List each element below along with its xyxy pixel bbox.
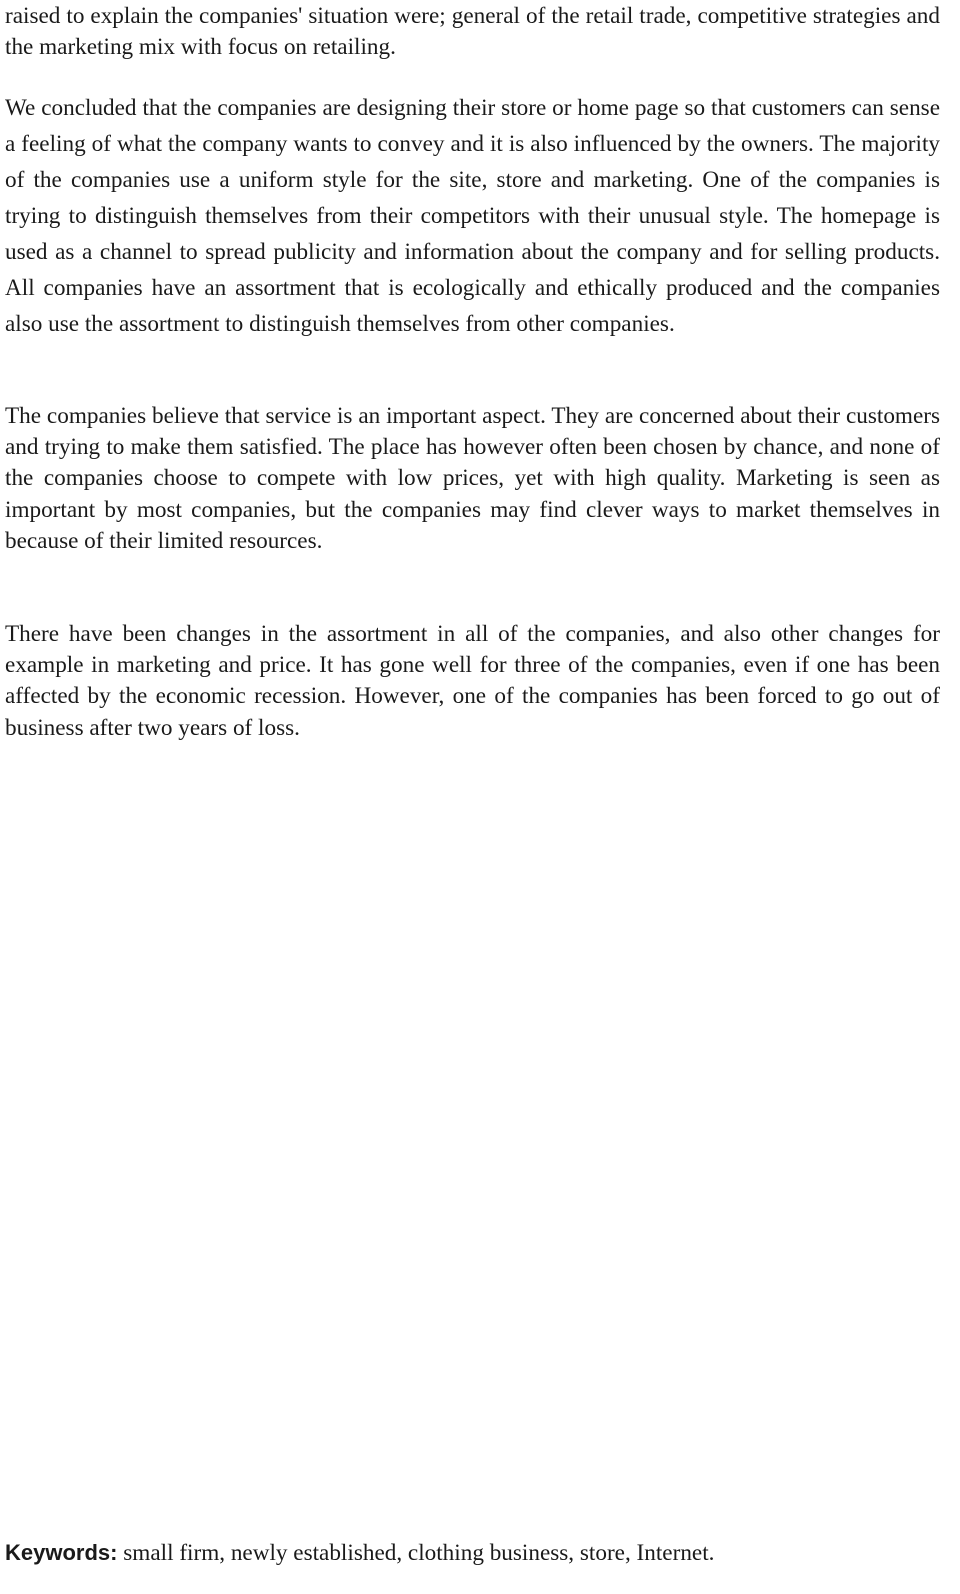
keywords-text: small firm, newly established, clothing business, store, Internet.	[117, 1540, 715, 1566]
keywords-line	[5, 1537, 714, 1569]
paragraph-changes: There have been changes in the assortment in all of the companies, and also other changes for example in marketing and price. It has gone well for three of the companies, even if one has been affected by the economic recession. However, one of the companies has been forced to go out of business after two years of loss.	[5, 621, 940, 741]
paragraph-conclusion: We concluded that the companies are designing their store or home page so that customers can sense a feeling of what the company wants to convey and it is also influenced by the owners. The majority of the companies use a uniform style for the site, store and marketing. One of the companies is trying to distinguish themselves from their competitors with their unusual style. The homepage is used as a channel to spread publicity and information about the company and for selling products. All companies have an assortment that is ecologically and ethically produced and the companies also use the assortment to distinguish themselves from other companies.	[5, 95, 940, 337]
paragraph-intro-continuation: raised to explain the companies' situation were; general of the retail trade, competitive strategies and the marketing mix with focus on retailing.	[5, 3, 940, 60]
paragraph-service: The companies believe that service is an important aspect. They are concerned about their customers and trying to make them satisfied. The place has however often been chosen by chance, and none of the companies choose to compete with low prices, yet with high quality. Marketing is seen as important by most companies, but the companies may find clever ways to market themselves in because of their limited resources.	[5, 403, 940, 554]
keywords-label: Keywords:	[5, 1540, 118, 1565]
